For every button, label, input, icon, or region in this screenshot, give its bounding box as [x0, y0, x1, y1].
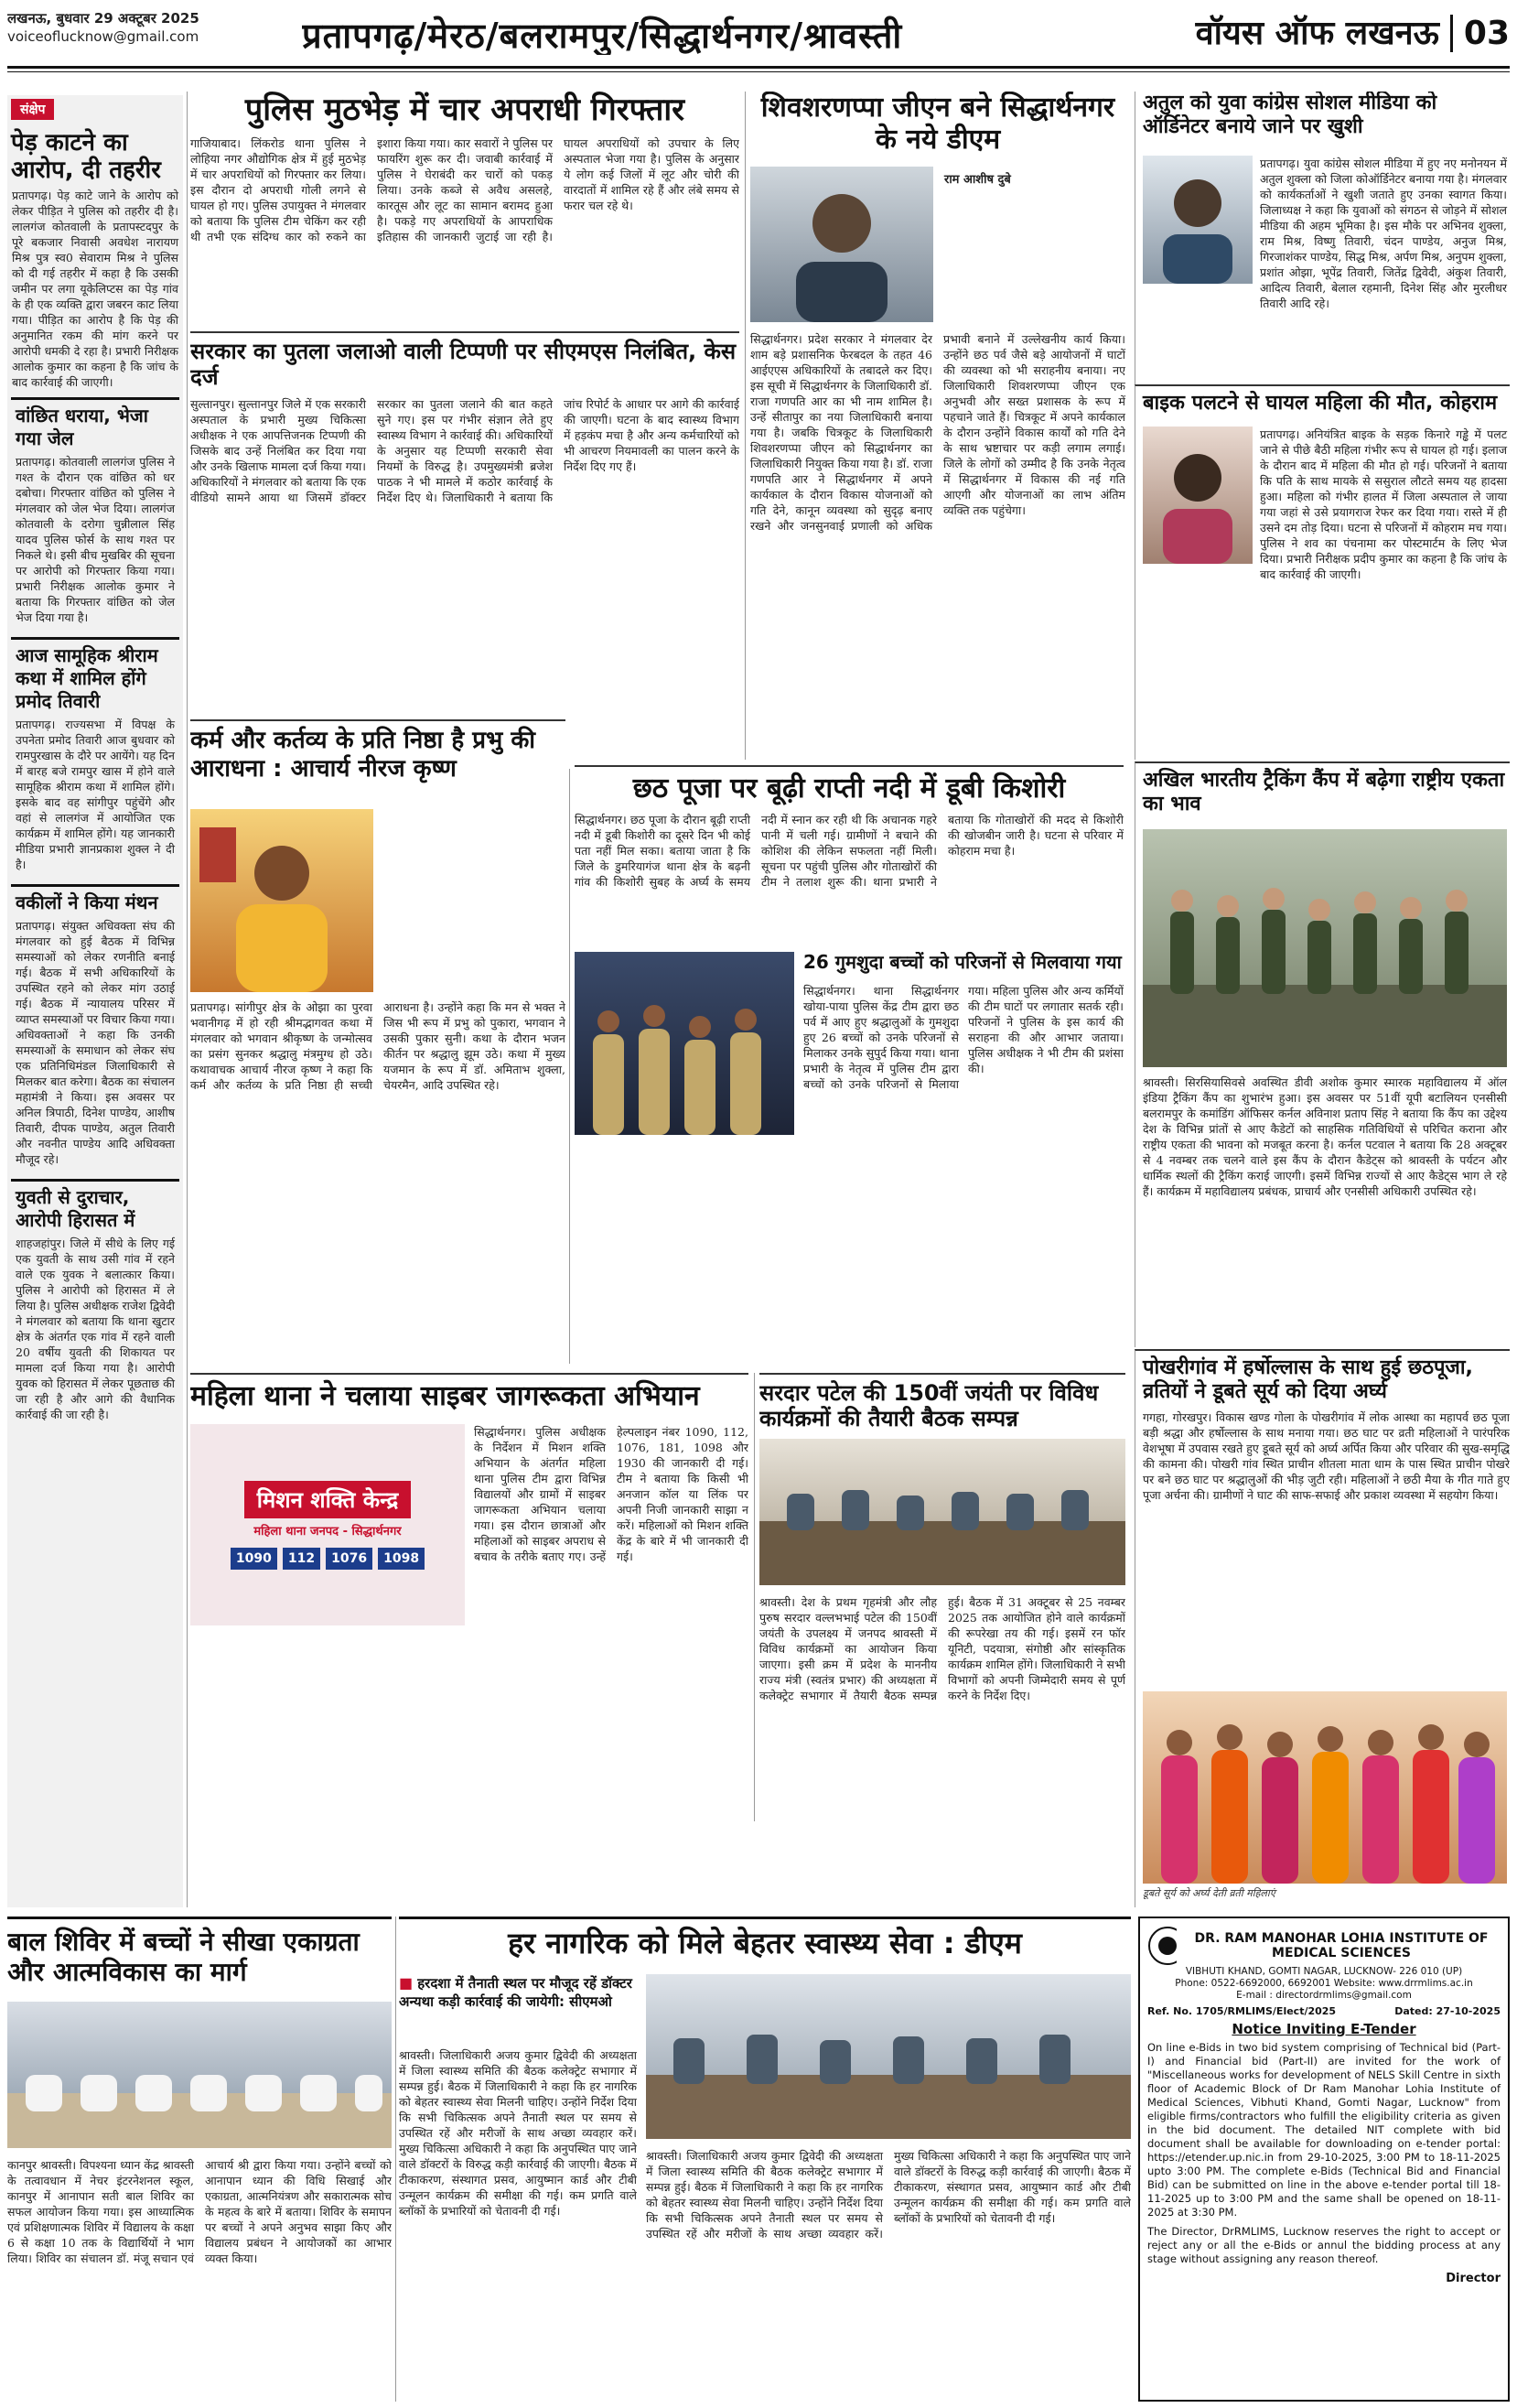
health-text-continued: श्रावस्ती। जिलाधिकारी अजय कुमार द्विवेदी की अध्यक्षता में जिला स्वास्थ्य समिति की बैठक कलेक्ट्रेट सभागार में सम्पन्न हुई। बैठक में जिलाधिकारी ने कहा कि हर नागरिक को बेहतर स्वास्थ्य सेवा मिलनी चाहिए। उन्होंने निर्देश दिया कि सभी चिकित्सक अपने तैनाती स्थल पर समय से उपस्थित रहें और मरीजों के साथ अच्छा व्यवहार करें। मुख्य चिकित्सा अधिकारी ने कहा कि अनुपस्थित पाए जाने वाले डॉक्टरों के विरुद्ध कड़ी कार्रवाई की जाएगी। बैठक में टीकाकरण, संस्थागत प्रसव, आयुष्मान कार्ड और टीबी उन्मूलन कार्यक्रम की समीक्षा की गई। कम प्रगति वाले ब्लॉकों के प्रभारियों को चेतावनी दी गई।: [646, 2149, 1131, 2241]
children-text: सिद्धार्थनगर। थाना सिद्धार्थनगर खोया-पाया पुलिस केंद्र टीम द्वारा छठ पर्व में आए हुए श्रद्धालुओं के गुमशुदा हुए 26 बच्चों को उनके परिजनों से मिलाकर उनके सुपुर्द किया गया। थाना प्रभारी के नेतृत्व में पुलिस टीम द्वारा बच्चों को उनके परिजनों से मिलाया गया। महिला पुलिस और अन्य कर्मियों की टीम घाटों पर लगातार सतर्क रही। परिजनों ने पुलिस के इस कार्य की सराहना की और आभार जताया। पुलिस अधीक्षक ने भी टीम की प्रशंसा की।: [803, 984, 1124, 1091]
chhath-text: सिद्धार्थनगर। छठ पूजा के दौरान बूढ़ी राप्ती नदी में डूबी किशोरी का दूसरे दिन भी कोई पता नहीं मिल सका। बताया जाता है कि जिले के डुमरियागंज थाना क्षेत्र के बढ़नी गांव की किशोरी सुबह के अर्घ्य के समय नदी में स्नान कर रही थी कि अचानक गहरे पानी में चली गई। ग्रामीणों ने बचाने की कोशिश की लेकिन सफलता नहीं मिली। सूचना पर पहुंची पुलिस और गोताखोरों की टीम ने तलाश शुरू की। थाना प्रभारी ने बताया कि गोताखोरों की मदद से किशोरी की खोजबीन जारी है। घटना से परिवार में कोहराम मचा है।: [575, 813, 1124, 890]
column-rule: [745, 92, 746, 760]
camp-children-photo: [7, 2002, 392, 2148]
brief-2-heading: आज सामूहिक श्रीराम कथा में शामिल होंगे प्रमोद तिवारी: [16, 644, 158, 712]
atul-photo: [1143, 156, 1253, 284]
police-group-icon: [575, 952, 794, 1135]
masthead-rule-thin: [7, 71, 1510, 72]
brief-4-heading: युवती से दुराचार, आरोपी हिरासत में: [16, 1186, 135, 1231]
bike-headline: बाइक पलटने से घायल महिला की मौत, कोहराम: [1143, 392, 1498, 415]
helpline-number: 1076: [326, 1548, 372, 1570]
patel-story: [759, 1373, 1125, 1821]
tender-refline: [1147, 2005, 1501, 2017]
brief-4-text: शाहजहांपुर। जिले में सीधे के लिए गई एक युवती के साथ उसी गांव में रहने वाले एक युवक ने बलात्कार किया। पुलिस ने आरोपी को हिरासत में ले लिया है। पुलिस अधीक्षक राजेश द्विवेदी ने मंगलवार को बताया कि थाना खुटार क्षेत्र के अंतर्गत एक गांव में रहने वाली 20 वर्षीय युवती की शिकायत पर मामला दर्ज किया गया है। आरोपी युवक को हिरासत में लेकर पूछताछ की जा रही है और आगे की वैधानिक कार्रवाई की जा रही है।: [16, 1236, 175, 1421]
pokhrigaon-story: [1135, 1349, 1510, 1907]
meeting-room-icon: [646, 1974, 1131, 2139]
briefs-tag: संक्षेप: [11, 99, 54, 120]
brief-4: [11, 1179, 179, 1427]
contact-email: voiceoflucknow@gmail.com: [7, 28, 199, 45]
cms-text: सुल्तानपुर। सुल्तानपुर जिले में एक सरकारी अस्पताल के प्रभारी मुख्य चिकित्सा अधीक्षक ने एक आपत्तिजनक टिप्पणी की जिसके बाद उन्हें निलंबित कर दिया गया और उनके खिलाफ मामला दर्ज किया गया। अधिकारियों ने मंगलवार को बताया कि एक वीडियो सामने आया था जिसमें डॉक्टर सरकार का पुतला जलाने की बात कहते सुने गए। इस पर गंभीर संज्ञान लेते हुए स्वास्थ्य विभाग ने कार्रवाई की। अधिकारियों के अनुसार यह टिप्पणी सरकारी सेवा नियमों के विरुद्ध है। उपमुख्यमंत्री ब्रजेश पाठक ने भी मामले में कठोर कार्रवाई के निर्देश दिए थे। जिलाधिकारी ने बताया कि जांच रिपोर्ट के आधार पर आगे की कार्रवाई की जाएगी। घटना के बाद स्वास्थ्य विभाग में हड़कंप मचा है और अन्य कर्मचारियों को भी आचरण नियमावली का पालन करने के निर्देश दिए गए हैं।: [190, 396, 739, 504]
cadets-icon: [1143, 829, 1507, 1067]
congress-story: [1135, 92, 1510, 384]
briefs-sidebar: [7, 95, 183, 1907]
dm-portrait-photo: [750, 167, 933, 322]
camp-story: [7, 1917, 392, 2402]
congress-headline: अतुल को युवा कांग्रेस सोशल मीडिया को ऑर्डिनेटर बनाये जाने पर खुशी: [1143, 92, 1437, 138]
brief-0-heading: पेड़ काटने का आरोप, दी तहरीर: [11, 129, 161, 184]
brief-1-heading: वांछित धराया, भेजा गया जेल: [16, 405, 148, 449]
meeting-hall-icon: [759, 1439, 1125, 1585]
helpline-number: 1090: [231, 1548, 277, 1570]
bike-story: [1135, 384, 1510, 760]
victim-photo: [1143, 427, 1253, 564]
institute-name: DR. RAM MANOHAR LOHIA INSTITUTE OF MEDICAL SCIENCES: [1194, 1931, 1489, 1960]
patel-headline: सरदार पटेल की 150वीं जयंती पर विविध कार्यक्रमों की तैयारी बैठक सम्पन्न: [759, 1380, 1099, 1432]
institute-logo-icon: [1147, 1926, 1177, 1966]
health-meeting-photo: [646, 1974, 1131, 2139]
dm-headline: शिवशरणप्पा जीएन बने सिद्धार्थनगर के नये डीएम: [760, 92, 1115, 157]
tender-notice: [1138, 1917, 1510, 2402]
cms-headline: सरकार का पुतला जलाओ वाली टिप्पणी पर सीएमएस निलंबित, केस दर्ज: [190, 339, 737, 391]
mission-shakti-photo: [190, 1424, 465, 1625]
acharya-text-intro: [382, 809, 565, 992]
lead-story: [190, 92, 739, 329]
page-number: 03: [1450, 15, 1510, 52]
lead-headline: पुलिस मुठभेड़ में चार अपराधी गिरफ्तार: [244, 92, 685, 128]
issue-date: लखनऊ, बुधवार 29 अक्टूबर 2025: [7, 10, 199, 27]
children-headline: 26 गुमशुदा बच्चों को परिजनों से मिलवाया गया: [803, 952, 1122, 973]
tender-signature: Director: [1446, 2272, 1501, 2285]
bullet-icon: ■: [399, 1974, 414, 1992]
acharya-text: प्रतापगढ़। सांगीपुर क्षेत्र के ओझा का पुरवा भवानीगढ़ में हो रही श्रीमद्भागवत कथा में मंगलवार को भगवान श्रीकृष्ण के जन्मोत्सव का प्रसंग सुनकर श्रद्धालु मंत्रमुग्ध हो उठे। कथावाचक आचार्य नीरज कृष्ण ने कहा कि कर्म और कर्तव्य के प्रति निष्ठा ही सच्ची आराधना है। उन्होंने कहा कि मन से भक्त ने जिस भी रूप में प्रभु को पुकारा, भगवान ने उसकी पुकार सुनी। कथा के दौरान भजन कीर्तन पर श्रद्धालु झूम उठे। कथा में मुख्य यजमान के रूप में डॉ. अमिताभ शुक्ला, चेयरमैन, आदि उपस्थित रहे।: [190, 1000, 565, 1092]
cyber-story: [190, 1373, 748, 1821]
brief-3-heading: वकीलों ने किया मंथन: [16, 891, 158, 913]
chhath-story: [575, 765, 1124, 948]
acharya-story: [190, 719, 565, 1369]
helpline-numbers: [231, 1548, 425, 1570]
brief-2: [11, 637, 179, 877]
brief-3: [11, 884, 179, 1172]
dm-story: [750, 92, 1125, 769]
edition-cities: प्रतापगढ़/मेरठ/बलरामपुर/सिद्धार्थनगर/श्रावस्ती: [302, 16, 903, 55]
health-subhead: हरदशा में तैनाती स्थल पर मौजूद रहें डॉक्टर अन्यथा कड़ी कार्रवाई की जायेगी: सीएमओ: [399, 1975, 632, 2010]
camp-text: कानपुर श्रावस्ती। विपश्यना ध्यान केंद्र श्रावस्ती के तत्वावधान में नेचर इंटरनेशनल स्कूल, कानपुर में आनापान सती बाल शिविर का सफल आयोजन किया गया। इस आध्यात्मिक एवं प्रशिक्षणात्मक शिविर में विद्यालय के कक्षा 6 से कक्षा 10 तक के विद्यार्थियों ने भाग लिया। शिविर का संचालन डॉ. मंजू सचान एवं आचार्य श्री द्वारा किया गया। उन्होंने बच्चों को आनापान ध्यान की विधि सिखाई और एकाग्रता, आत्मनियंत्रण और सकारात्मक सोच के महत्व के बारे में बताया। शिविर के समापन पर बच्चों ने अपने अनुभव साझा किए और विद्यालय प्रबंधन ने आयोजकों का आभार व्यक्त किया।: [7, 2158, 392, 2265]
trekking-story: [1135, 761, 1510, 1347]
brief-3-text: प्रतापगढ़। संयुक्त अधिवक्ता संघ की मंगलवार को हुई बैठक में विभिन्न समस्याओं को लेकर रणनीति बनाई गई। बैठक में सभी अधिकारियों के उपस्थित रहने को लेकर मांग उठाई गई। बैठक में न्यायालय परिसर में व्याप्त समस्याओं पर विचार किया गया। अधिवक्ताओं ने कहा कि उनकी समस्याओं के समाधान को लेकर संघ एक प्रतिनिधिमंडल जिलाधिकारी से मिलकर बात करेगा। बैठक का संचालन महामंत्री ने किया। इस अवसर पर अनिल त्रिपाठी, दिनेश पाण्डेय, आशीष तिवारी, दीपक पाण्डेय, अतुल तिवारी और नवनीत पाण्डेय आदि अधिवक्ता मौजूद रहे।: [16, 919, 175, 1166]
trekking-headline: अखिल भारतीय ट्रैकिंग कैंप में बढ़ेगा राष्ट्रीय एकता का भाव: [1143, 769, 1505, 815]
cyber-text: सिद्धार्थनगर। पुलिस अधीक्षक के निर्देशन में मिशन शक्ति अभियान के अंतर्गत महिला थाना पुलिस टीम द्वारा विभिन्न विद्यालयों और ग्रामों में साइबर जागरूकता अभियान चलाया गया। इस दौरान छात्राओं और महिलाओं को साइबर अपराध से बचाव के तरीके बताए गए। उन्हें हेल्पलाइन नंबर 1090, 112, 1076, 181, 1098 और 1930 की जानकारी दी गई। टीम ने बताया कि किसी भी अनजान कॉल या लिंक पर अपनी निजी जानकारी साझा न करें। महिलाओं को मिशन शक्ति केंद्र के बारे में भी जानकारी दी गई।: [474, 1425, 748, 1563]
chhath-women-photo: [1143, 1691, 1507, 1884]
congress-text: प्रतापगढ़। युवा कांग्रेस सोशल मीडिया में हुए नए मनोनयन में अतुल शुक्ला को जिला कोऑर्डिनेटर बनाया गया है। मंगलवार को कार्यकर्ताओं ने खुशी जताते हुए उनका स्वागत किया। जिलाध्यक्ष ने कहा कि युवाओं को संगठन से जोड़ने में सोशल मीडिया की अहम भूमिका है। इस मौके पर अभिनव शुक्ला, राम मिश्र, विष्णु तिवारी, चंदन पाण्डेय, अनुज मिश्र, गिरजाशंकर पाण्डेय, सिद्ध मिश्र, अर्पण मिश्र, अनुपम शुक्ला, प्रशांत ओझा, भूपेंद्र तिवारी, जितेंद्र द्विवेदी, अंकुश तिवारी, आदित्य तिवारी, बेलाल रहमानी, दिनेश सिंह और मुरलीधर तिवारी आदि रहे।: [1260, 157, 1507, 310]
institute-address: VIBHUTI KHAND, GOMTI NAGAR, LUCKNOW- 226 010 (UP): [1185, 1966, 1463, 1977]
brief-0-text: प्रतापगढ़। पेड़ काटे जाने के आरोप को लेकर पीड़ित ने पुलिस को तहरीर दी है। लालगंज कोतवाली के प्रतापस्टदपुर के पूरे बकजार निवासी अवधेश नारायण मिश्र पुत्र स्व0 सेवाराम मिश्र ने पुलिस को दी गई तहरीर में कहा है कि उसकी जमीन पर लगा यूकेलिप्टस का पेड़ गांव के ही एक व्यक्ति द्वारा जबरन काट लिया गया। पीड़ित का आरोप है कि पेड़ की अनुमानित रकम की मांग करने पर आरोपी धमकी दे रहा है। प्रभारी निरीक्षक आलोक कुमार का कहना है कि जांच के बाद कार्रवाई की जाएगी।: [12, 189, 178, 389]
brief-1: [11, 397, 179, 630]
cms-story: [190, 331, 739, 716]
trekking-text: श्रावस्ती। सिरसियासिवसे अवस्थित डीवी अशोक कुमार स्मारक महाविद्यालय में ऑल इंडिया ट्रैकिंग कैंप का शुभारंभ हुआ। इस अवसर पर 51वीं यूपी बटालियन एनसीसी बलरामपुर के कमांडिंग ऑफिसर कर्नल अविनाश प्रताप सिंह ने बताया कि कैंप का उद्देश्य देश के विभिन्न प्रांतों से आए कैडेटों को साहसिक गतिविधियों से परिचित कराना और राष्ट्रीय एकता की भावना को मजबूत करना है। कर्नल पटवाल ने बताया कि 28 अक्टूबर से 4 नवम्बर तक चलने वाले इस कैंप के दौरान कैडेट्स को श्रावस्ती के पर्यटन और धार्मिक स्थलों की ट्रैकिंग कराई जाएगी। इसमें विभिन्न राज्यों से आए कैडेट्स भाग ले रहे हैं। कार्यक्रम में महाविद्यालय प्रबंधक, प्राचार्य और एनसीसी अधिकारी उपस्थित रहे।: [1143, 1075, 1507, 1198]
portrait-icon: [1143, 427, 1253, 564]
meeting-photo: [759, 1439, 1125, 1585]
helpline-number: 1098: [378, 1548, 425, 1570]
paper-title: [1180, 9, 1510, 57]
tender-note: The Director, DrRMLIMS, Lucknow reserves the right to accept or reject any or all the e-Bids or annul the bidding process at any stage without assigning any reason thereof.: [1147, 2225, 1501, 2265]
women-group-icon: [1143, 1691, 1507, 1884]
priest-icon: [190, 809, 373, 992]
trekking-photo: [1143, 829, 1507, 1067]
brief-1-text: प्रतापगढ़। कोतवाली लालगंज पुलिस ने गश्त के दौरान एक वांछित को धर दबोचा। गिरफ्तार वांछित को पुलिस ने मंगलवार को जेल भेज दिया। लालगंज कोतवाली के दरोगा चुन्नीलाल सिंह यादव पुलिस फोर्स के साथ गश्त पर निकले थे। इसी बीच मुखबिर की सूचना पर आरोपी को गिरफ्तार किया गया। प्रभारी निरीक्षक आलोक कुमार ने बताया कि गिरफ्तार वांछित को जेल भेज दिया गया है।: [16, 455, 175, 624]
column-rule: [395, 1917, 396, 2402]
dm-text: सिद्धार्थनगर। प्रदेश सरकार ने मंगलवार देर शाम बड़े प्रशासनिक फेरबदल के तहत 46 आईएएस अधिकारियों के तबादले कर दिए। इस सूची में सिद्धार्थनगर के जिलाधिकारी डॉ. राजा गणपति आर का भी नाम शामिल है। उन्हें सीतापुर का नया जिलाधिकारी बनाया गया है। जबकि चित्रकूट के जिलाधिकारी शिवशरणप्पा जीएन को सिद्धार्थनगर का जिलाधिकारी नियुक्त किया गया है। डॉ. राजा गणपति आर ने सिद्धार्थनगर में अपने कार्यकाल के दौरान विकास योजनाओं को गति देने, कानून व्यवस्था को सुदृढ़ बनाए रखने और जनसुनवाई प्रणाली को अधिक प्रभावी बनाने में उल्लेखनीय कार्य किया। उन्होंने छठ पर्व जैसे बड़े आयोजनों में घाटों की व्यवस्था को भी सराहनीय बनाया। नए जिलाधिकारी शिवशरणप्पा जीएन एक अनुभवी और सख्त प्रशासक के रूप में पहचाने जाते हैं। चित्रकूट में अपने कार्यकाल के दौरान उन्होंने विकास कार्यों को गति देने के साथ भ्रष्टाचार पर कड़ी लगाम लगाई। जिले के लोगों को उम्मीद है कि उनके नेतृत्व में सिद्धार्थनगर में विकास की नई गति आएगी और योजनाओं का लाभ अंतिम व्यक्ति तक पहुंचेगा।: [750, 332, 1125, 533]
kathavachak-photo: [190, 809, 373, 992]
banner-subtitle: महिला थाना जनपद - सिद्धार्थनगर: [253, 1524, 402, 1539]
institute-email: E-mail : directordrmlims@gmail.com: [1236, 1990, 1412, 2001]
pokhrigaon-text: गगहा, गोरखपुर। विकास खण्ड गोला के पोखरीगांव में लोक आस्था का महापर्व छठ पूजा बड़ी श्रद्धा और हर्षोल्लास के साथ मनाया गया। छठ घाट पर व्रती महिलाओं ने पारंपरिक वेशभूषा में उपवास रखते हुए डूबते सूर्य को अर्घ्य अर्पित किया और परिवार की सुख-समृद्धि की कामना की। पोखरी गांव स्थित प्राचीन शीतला माता धाम के पास स्थित प्राचीन पोखरे पर बने छठ घाट पर श्रद्धालुओं की भीड़ जुटी रही। महिलाओं ने छठी मैया के गीत गाते हुए पूजा अर्चना की। ग्रामीणों ने घाट की साफ-सफाई और प्रकाश व्यवस्था में सहयोग किया।: [1143, 1409, 1510, 1502]
chhath-headline: छठ पूजा पर बूढ़ी राप्ती नदी में डूबी किशोरी: [632, 772, 1066, 804]
pokhrigaon-caption: डूबते सूर्य को अर्घ्य देती व्रती महिलाएं: [1143, 1887, 1275, 1899]
column-rule: [187, 92, 188, 1907]
paper-name: वॉयस ऑफ लखनऊ: [1195, 15, 1439, 52]
portrait-icon: [1143, 156, 1253, 284]
tender-title: Notice Inviting E-Tender: [1232, 2021, 1416, 2037]
portrait-icon: [750, 167, 933, 322]
lead-text: गाजियाबाद। लिंकरोड थाना पुलिस ने लोहिया नगर औद्योगिक क्षेत्र में हुई मुठभेड़ में चार अपराधियों को गिरफ्तार कर लिया। इस दौरान दो अपराधी गोली लगने से घायल हो गए। पुलिस उपायुक्त ने मंगलवार को बताया कि पुलिस टीम चेकिंग कर रही थी तभी एक संदिग्ध कार को रुकने का इशारा किया गया। कार सवारों ने पुलिस पर फायरिंग शुरू कर दी। जवाबी कार्रवाई में पुलिस ने घेराबंदी कर चारों को पकड़ लिया। उनके कब्जे से अवैध असलहे, कारतूस और लूट का सामान बरामद हुआ है। पकड़े गए अपराधियों के आपराधिक इतिहास की जानकारी जुटाई जा रही है। घायल अपराधियों को उपचार के लिए अस्पताल भेजा गया है। पुलिस के अनुसार ये लोग कई जिलों में लूट और चोरी की वारदातों में शामिल रहे हैं और लंबे समय से फरार चल रहे थे।: [190, 136, 739, 244]
masthead-rule: [7, 66, 1510, 69]
helpline-number: 112: [283, 1548, 320, 1570]
acharya-headline: कर्म और कर्तव्य के प्रति निष्ठा है प्रभु की आराधना : आचार्य नीरज कृष्ण: [190, 727, 536, 783]
institute-contact: Phone: 0522-6692000, 6692001 Website: www.drrmlims.ac.in: [1175, 1978, 1473, 1989]
police-children-photo: [575, 952, 794, 1135]
brief-2-text: प्रतापगढ़। राज्यसभा में विपक्ष के उपनेता प्रमोद तिवारी आज बुधवार को रामपुरखास के दौरे पर आयेंगे। यह दिन में बारह बजे रामपुर खास में होने वाले सामूहिक श्रीराम कथा में शामिल होंगे। इसके बाद वह सांगीपुर पहुंचेंगे और वहां से लालगंज में आयोजित एक कार्यक्रम में शामिल होंगे। यह जानकारी मीडिया प्रभारी ज्ञानप्रकाश शुक्ल ने दी है।: [16, 718, 175, 871]
children-story: [575, 952, 1124, 1355]
column-rule: [569, 769, 570, 1364]
patel-text: श्रावस्ती। देश के प्रथम गृहमंत्री और लौह पुरुष सरदार वल्लभभाई पटेल की 150वीं जयंती के उपलक्ष्य में जनपद श्रावस्ती में विविध कार्यक्रमों का आयोजन किया जाएगा। इसी क्रम में प्रदेश के माननीय राज्य मंत्री (स्वतंत्र प्रभार) की अध्यक्षता में कलेक्ट्रेट सभागार में तैयारी बैठक सम्पन्न हुई। बैठक में 31 अक्टूबर से 25 नवम्बर 2025 तक आयोजित होने वाले कार्यक्रमों की रूपरेखा तय की गई। इसमें रन फॉर यूनिटी, पदयात्रा, संगोष्ठी और सांस्कृतिक कार्यक्रम शामिल होंगे। जिलाधिकारी ने सभी विभागों को अपनी जिम्मेदारी समय से पूर्ण करने के निर्देश दिए।: [759, 1595, 1125, 1702]
tender-date: Dated: 27-10-2025: [1394, 2005, 1501, 2017]
bike-text: प्रतापगढ़। अनियंत्रित बाइक के सड़क किनारे गड्ढे में पलट जाने से पीछे बैठी महिला गंभीर रूप से घायल हो गई। इलाज के दौरान बाद में महिला की मौत हो गई। परिजनों ने बताया कि पति के साथ मायके से ससुराल लौटते समय यह हादसा हुआ। महिला को गंभीर हालत में जिला अस्पताल ले जाया गया जहां से उसे प्रयागराज रेफर कर दिया गया। रास्ते में ही उसने दम तोड़ दिया। घटना से परिजनों में कोहराम मच गया। पुलिस ने शव का पंचनामा कर पोस्टमार्टम के लिए भेज दिया। प्रभारी निरीक्षक प्रदीप कुमार का कहना है कि जांच के बाद कार्रवाई की जाएगी।: [1260, 427, 1507, 581]
camp-headline: बाल शिविर में बच्चों ने सीखा एकाग्रता और आत्मविकास का मार्ग: [7, 1927, 360, 1988]
banner-title: मिशन शक्ति केन्द्र: [244, 1481, 412, 1518]
health-subhead-box: [399, 1974, 637, 2011]
column-rule: [754, 1373, 755, 1821]
cyber-headline: महिला थाना ने चलाया साइबर जागरूकता अभियान: [190, 1380, 700, 1412]
masthead-dateline: [7, 9, 300, 64]
health-headline: हर नागरिक को मिले बेहतर स्वास्थ्य सेवा : डीएम: [508, 1926, 1022, 1960]
health-story: [399, 1917, 1131, 2402]
dm-byline: राम आशीष दुबे: [944, 173, 1011, 187]
tender-body: On line e-Bids in two bid system comprising of Technical bid (Part-I) and Financial bid (Part-II) are invited for the work of "Miscellaneous works for development of NELS Skill Centre in sixth floor of Academic Block of Dr Ram Manohar Lohia Institute of Medical Sciences, Vibhuti Khand, Gomti Nagar, Lucknow" from eligible firms/contractors who fulfill the eligibility criteria as given in the bid document. The detailed NIT complete with bid document shall be available for downloading on e-tender portal: https://etender.up.nic.in from 29-10-2025, 3:00 PM to 18-11-2025 upto 3:00 PM. The complete e-Bids (Technical Bid and Financial Bid) can be submitted on line in the above e-tender portal till 18-11-2025 up to 3:00 PM and the same shall be opened on 18-11-2025 at 3:30 PM.: [1147, 2041, 1501, 2219]
children-seated-icon: [7, 2002, 392, 2148]
pokhrigaon-headline: पोखरीगांव में हर्षोल्लास के साथ हुई छठपूजा, व्रतियों ने डूबते सूर्य को दिया अर्घ्य: [1143, 1356, 1473, 1403]
tender-header: [1147, 1926, 1501, 1966]
tender-ref: Ref. No. 1705/RMLIMS/Elect/2025: [1147, 2005, 1337, 2017]
health-text: श्रावस्ती। जिलाधिकारी अजय कुमार द्विवेदी की अध्यक्षता में जिला स्वास्थ्य समिति की बैठक कलेक्ट्रेट सभागार में सम्पन्न हुई। बैठक में जिलाधिकारी ने कहा कि हर नागरिक को बेहतर स्वास्थ्य सेवा मिलनी चाहिए। उन्होंने निर्देश दिया कि सभी चिकित्सक अपने तैनाती स्थल पर समय से उपस्थित रहें और मरीजों के साथ अच्छा व्यवहार करें। मुख्य चिकित्सा अधिकारी ने कहा कि अनुपस्थित पाए जाने वाले डॉक्टरों के विरुद्ध कड़ी कार्रवाई की जाएगी। बैठक में टीकाकरण, संस्थागत प्रसव, आयुष्मान कार्ड और टीबी उन्मूलन कार्यक्रम की समीक्षा की गई। कम प्रगति वाले ब्लॉकों के प्रभारियों को चेतावनी दी गई।: [399, 2048, 637, 2218]
